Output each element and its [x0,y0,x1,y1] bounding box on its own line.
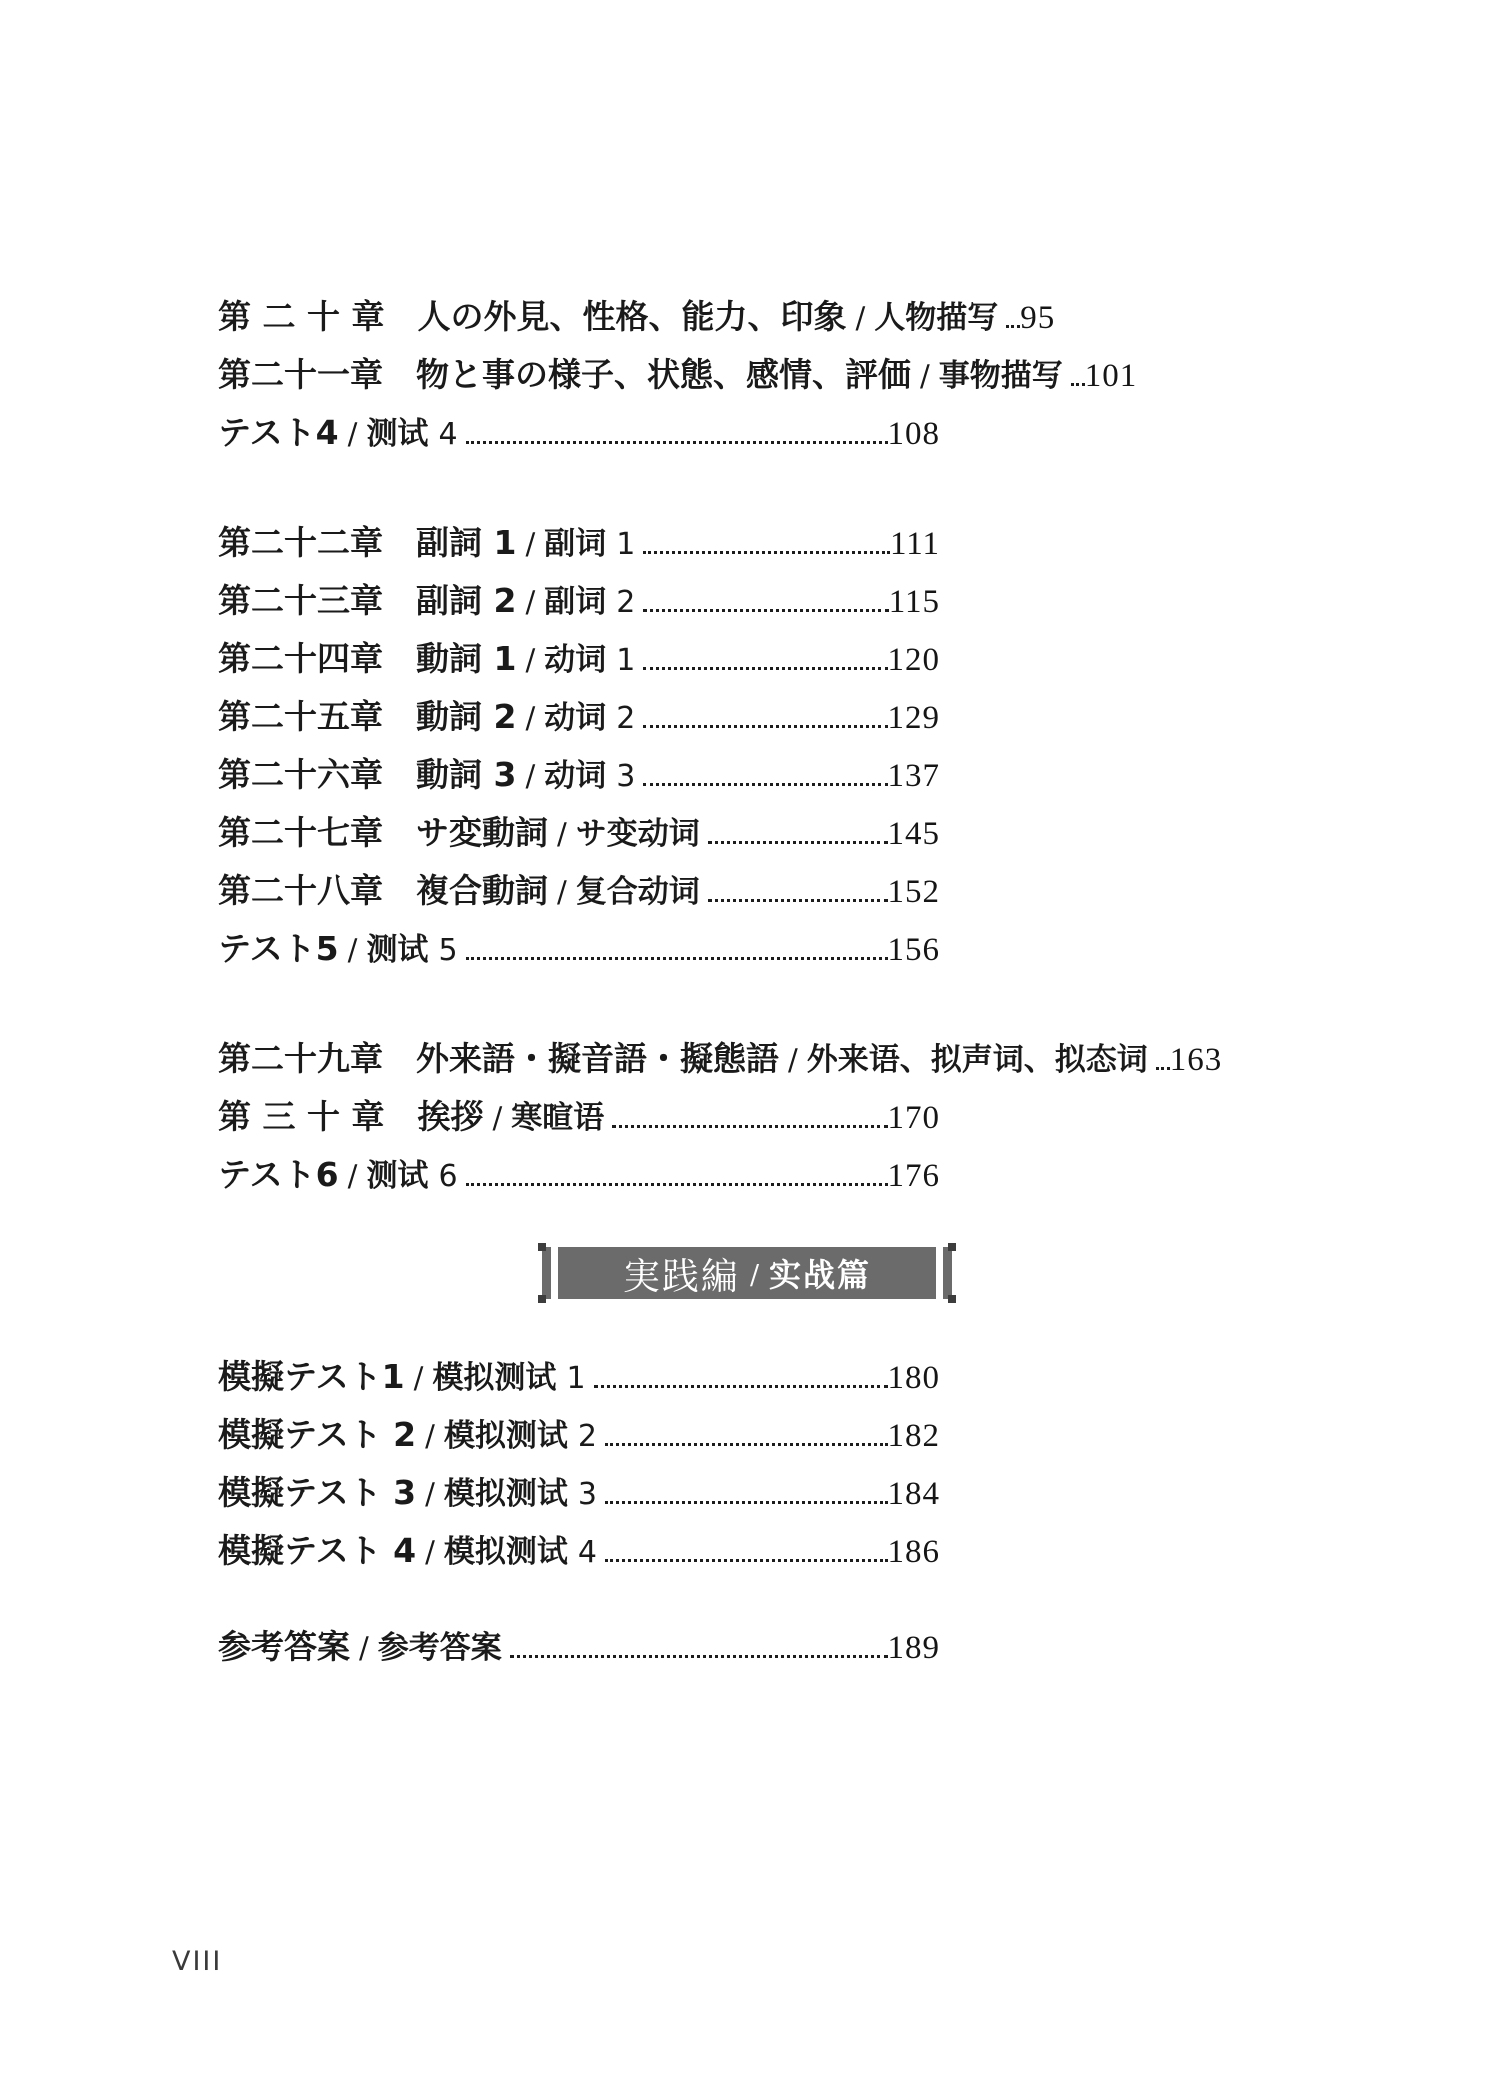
dot-leader [466,1183,888,1186]
dot-leader [643,783,887,786]
dot-leader [643,609,888,612]
toc-entry-number: 6 [438,1159,458,1194]
toc-entry-title-cn: 人物描写 [874,300,999,336]
toc-row [218,346,1138,404]
banner-ornament-left [542,1247,551,1299]
dot-leader [708,841,888,844]
toc-entry-title-cn: 动词 [544,700,607,736]
toc-entry-title-jp: テスト4 [218,413,339,452]
toc-entry-page-number: 184 [887,1476,940,1512]
toc-entry-separator: / [492,1101,503,1135]
toc-entry-page-number: 189 [887,1630,940,1666]
dot-leader [605,1559,887,1562]
toc-row [218,1146,940,1204]
toc-entry-title-jp: 模擬テスト 3 [218,1473,417,1512]
toc-entry-title-cn: 动词 [544,758,607,794]
toc-entry-title-jp: 第二十六章 動詞 3 [218,755,517,794]
toc-entry-title-cn: 模拟测试 [432,1360,557,1396]
toc-entry-title-cn: 外来语、拟声词、拟态词 [806,1042,1148,1078]
banner-ornament-right [943,1247,952,1299]
toc-entry-number: 2 [616,701,636,736]
toc-chapter-list [218,288,1223,1256]
toc-row [218,514,940,572]
toc-entry-title-jp: 参考答案 [218,1627,350,1666]
dot-leader [612,1125,887,1128]
toc-entry-separator: / [413,1361,424,1395]
toc-entry-number: 4 [438,417,458,452]
toc-entry-page-number: 120 [887,642,940,678]
dot-leader [643,667,887,670]
toc-entry-page-number: 95 [1020,300,1056,336]
toc-entry-title-jp: 第二十三章 副詞 2 [218,581,517,620]
toc-entry-title-cn: 模拟测试 [443,1418,568,1454]
section-banner-title-cn: 实战篇 [769,1256,872,1294]
toc-entry-title-jp: 第二十七章 サ変動詞 [218,813,548,852]
toc-entry-number: 5 [438,933,458,968]
toc-entry-title-cn: 测试 [366,416,429,452]
dot-leader [594,1385,888,1388]
toc-row [218,804,940,862]
toc-practice-list [218,1348,940,1632]
toc-entry-number: 3 [616,759,636,794]
dot-leader [510,1655,888,1658]
toc-entry-title-cn: 复合动词 [575,874,700,910]
toc-row [218,688,940,746]
toc-entry-number: 2 [577,1419,598,1454]
toc-entry-separator: / [557,875,567,909]
toc-row [218,630,940,688]
toc-entry-title-cn: 副词 [544,584,607,620]
toc-entry-separator: / [557,817,567,851]
toc-entry-page-number: 137 [887,758,940,794]
toc-entry-title-cn: 模拟测试 [443,1476,568,1512]
toc-entry-title-jp: 第二十八章 複合動詞 [218,871,548,910]
toc-entry-title-jp: 第 二 十 章 人の外見、性格、能力、印象 [218,297,847,336]
toc-entry-number: 3 [577,1477,598,1512]
toc-entry-title-cn: 模拟测试 [443,1534,568,1570]
dot-leader [643,551,890,554]
dot-leader [708,899,888,902]
toc-row [218,572,940,630]
toc-entry-title-jp: 第 三 十 章 挨拶 [218,1097,484,1136]
toc-entry-separator: / [425,1419,435,1453]
toc-entry-title-jp: 第二十五章 動詞 2 [218,697,517,736]
toc-entry-page-number: 129 [887,700,940,736]
section-banner-separator: / [749,1259,760,1291]
toc-row [218,404,940,462]
toc-row [218,1406,940,1464]
toc-entry-page-number: 180 [887,1360,940,1396]
toc-row [218,1464,940,1522]
toc-row [218,862,940,920]
toc-entry-separator: / [525,527,536,561]
dot-leader [1071,383,1085,386]
toc-answers-list [218,1618,940,1676]
toc-entry-separator: / [525,585,536,619]
toc-entry-separator: / [525,701,536,735]
toc-entry-separator: / [347,417,358,451]
toc-entry-separator: / [788,1043,798,1077]
toc-entry-title-jp: テスト5 [218,929,339,968]
toc-row [218,1348,940,1406]
toc-entry-title-jp: テスト6 [218,1155,339,1194]
toc-entry-title-cn: 参考答案 [377,1630,502,1666]
toc-entry-page-number: 163 [1169,1042,1223,1078]
toc-entry-page-number: 156 [887,932,940,968]
toc-entry-separator: / [525,759,536,793]
toc-row [218,920,940,978]
toc-entry-number: 1 [616,643,636,678]
toc-entry-title-jp: 模擬テスト1 [218,1357,405,1396]
toc-entry-page-number: 108 [887,416,940,452]
dot-leader [1156,1067,1170,1070]
dot-leader [605,1443,887,1446]
dot-leader [466,957,888,960]
toc-row [218,288,1056,346]
toc-row [218,1522,940,1580]
toc-entry-separator: / [359,1631,369,1665]
section-banner [542,1247,952,1299]
toc-entry-title-jp: 模擬テスト 4 [218,1531,417,1570]
section-banner-body [558,1247,936,1299]
dot-leader [466,441,888,444]
toc-row [218,1030,1223,1088]
toc-entry-separator: / [425,1477,435,1511]
toc-entry-page-number: 115 [888,584,940,620]
toc-entry-page-number: 145 [887,816,940,852]
section-banner-title-jp: 実践編 [622,1255,740,1298]
toc-entry-title-jp: 第二十四章 動詞 1 [218,639,517,678]
toc-entry-title-cn: 测试 [366,932,429,968]
toc-row [218,1618,940,1676]
toc-entry-page-number: 170 [887,1100,940,1136]
toc-entry-separator: / [347,1159,358,1193]
toc-entry-title-jp: 第二十一章 物と事の様子、状態、感情、評価 [218,355,911,394]
toc-entry-title-cn: 副词 [544,526,607,562]
toc-entry-page-number: 101 [1084,358,1138,394]
toc-entry-title-cn: サ变动词 [575,816,700,852]
toc-entry-separator: / [347,933,358,967]
dot-leader [605,1501,887,1504]
toc-entry-separator: / [425,1535,435,1569]
toc-entry-separator: / [525,643,536,677]
toc-entry-number: 1 [616,527,636,562]
toc-entry-page-number: 186 [887,1534,940,1570]
folio-page-number: VIII [172,1946,223,1977]
toc-entry-title-jp: 第二十九章 外来語・擬音語・擬態語 [218,1039,779,1078]
toc-entry-number: 4 [577,1535,598,1570]
toc-entry-number: 1 [566,1361,586,1396]
dot-leader [643,725,887,728]
toc-entry-title-cn: 寒暄语 [511,1100,605,1136]
dot-leader [1006,325,1020,328]
toc-entry-title-cn: 动词 [544,642,607,678]
toc-entry-title-jp: 第二十二章 副詞 1 [218,523,517,562]
toc-entry-page-number: 176 [887,1158,940,1194]
toc-entry-title-cn: 测试 [366,1158,429,1194]
toc-entry-page-number: 111 [889,526,940,562]
toc-entry-title-cn: 事物描写 [938,358,1063,394]
toc-row [218,746,940,804]
toc-entry-page-number: 182 [887,1418,940,1454]
toc-entry-separator: / [855,301,866,335]
toc-row [218,1088,940,1146]
toc-entry-page-number: 152 [887,874,940,910]
toc-entry-separator: / [920,359,930,393]
toc-entry-number: 2 [616,585,636,620]
toc-entry-title-jp: 模擬テスト 2 [218,1415,417,1454]
